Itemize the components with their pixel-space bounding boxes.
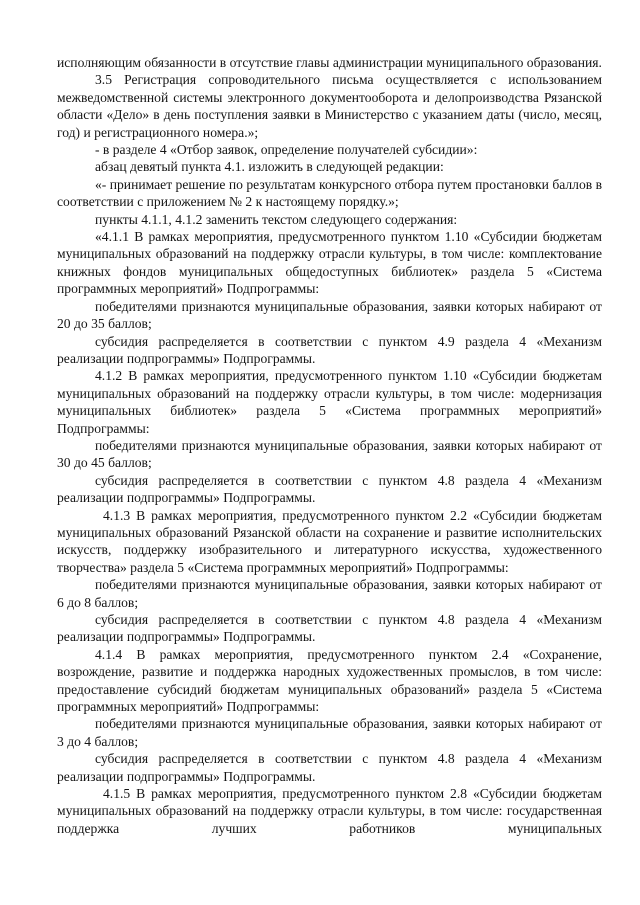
paragraph-section-4: - в разделе 4 «Отбор заявок, определение получателей субсидии»: bbox=[95, 142, 478, 158]
paragraph-4-1-5: 4.1.5 В рамках мероприятия, предусмотренного пунктом 2.8 «Субсидии бюджетам муниципальных образований на поддержку отрасли культуры, в том числе: государственная поддержка лучших работников муниципальных bbox=[57, 786, 602, 836]
paragraph-subsidy-4-1-4: субсидия распределяется в соответствии с пунктом 4.8 раздела 4 «Механизм реализации подпрограммы» Подпрограммы. bbox=[57, 751, 602, 784]
paragraph-4-1-4: 4.1.4 В рамках мероприятия, предусмотренного пунктом 2.4 «Сохранение, возрождение, развитие и поддержка народных художественных промыслов, в том числе: предоставление субсидий бюджетам муниципальных образований» раздела 5 «Система программных мероприятий» Подпрограммы: bbox=[57, 646, 602, 715]
paragraph-3-5-registration: 3.5 Регистрация сопроводительного письма осуществляется с использованием межведомственной системы электронного документооборота и делопроизводства Рязанской области «Дело» в день поступления заявки в Министерство с указанием даты (число, месяц, год) и регистрационного номера.»; bbox=[57, 72, 602, 140]
paragraph-subsidy-4-1-3: субсидия распределяется в соответствии с пунктом 4.8 раздела 4 «Механизм реализации подпрограммы» Подпрограммы. bbox=[57, 612, 602, 645]
paragraph-abzac-ninth: абзац девятый пункта 4.1. изложить в следующей редакции: bbox=[95, 159, 444, 175]
paragraph-replace-points: пункты 4.1.1, 4.1.2 заменить текстом следующего содержания: bbox=[95, 211, 458, 227]
paragraph-winners-4-1-1: победителями признаются муниципальные образования, заявки которых набирают от 20 до 35 баллов; bbox=[57, 298, 602, 332]
paragraph-decision: «- принимает решение по результатам конкурсного отбора путем простановки баллов в соответствии с приложением № 2 к настоящему порядку.»; bbox=[57, 176, 602, 210]
paragraph-winners-4-1-2: победителями признаются муниципальные образования, заявки которых набирают от 30 до 45 баллов; bbox=[57, 437, 602, 471]
paragraph-4-1-3: 4.1.3 В рамках мероприятия, предусмотренного пунктом 2.2 «Субсидии бюджетам муниципальных образований Рязанской области на сохранение и развитие исполнительских искусств, поддержку изобразительного и литературного искусства, художественного творчества» раздела 5 «Система программных мероприятий» Подпрограммы: bbox=[57, 507, 602, 575]
paragraph-winners-4-1-3: победителями признаются муниципальные образования, заявки которых набирают от 6 до 8 баллов; bbox=[57, 577, 602, 610]
paragraph-subsidy-4-1-2: субсидия распределяется в соответствии с пунктом 4.8 раздела 4 «Механизм реализации подпрограммы» Подпрограммы. bbox=[57, 472, 602, 506]
paragraph-subsidy-4-1-1: субсидия распределяется в соответствии с пунктом 4.9 раздела 4 «Механизм реализации подпрограммы» Подпрограммы. bbox=[57, 333, 602, 366]
paragraph-winners-4-1-4: победителями признаются муниципальные образования, заявки которых набирают от 3 до 4 баллов; bbox=[57, 716, 602, 749]
paragraph-4-1-1: «4.1.1 В рамках мероприятия, предусмотренного пунктом 1.10 «Субсидии бюджетам муниципальных образований на поддержку отрасли культуры, в том числе: комплектование книжных фондов муниципальных общедоступных библиотек» раздела 5 «Система программных мероприятий» Подпрограммы: bbox=[57, 229, 602, 297]
paragraph-4-1-2: 4.1.2 В рамках мероприятия, предусмотренного пунктом 1.10 «Субсидии бюджетам муниципальных образований на поддержку отрасли культуры, в том числе: модернизация муниципальных библиотек» раздела 5 «Система программных мероприятий» Подпрограммы: bbox=[57, 368, 602, 436]
paragraph-continuation: исполняющим обязанности в отсутствие главы администрации муниципального образования. bbox=[57, 55, 602, 70]
